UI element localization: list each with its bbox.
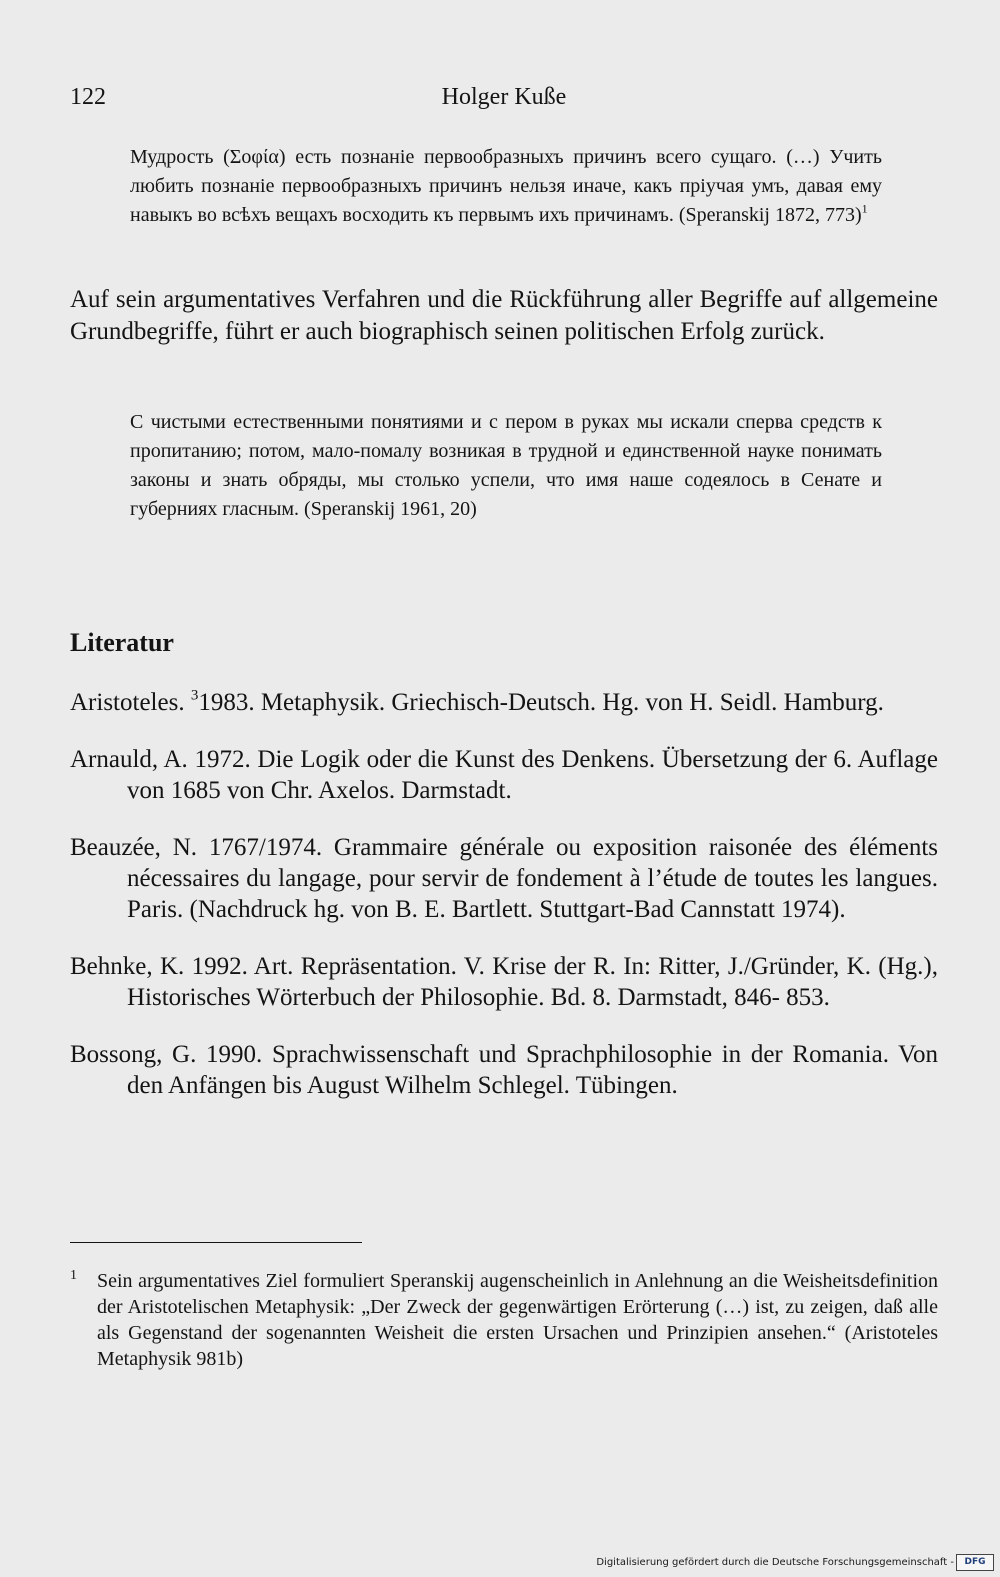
digitization-credit: Digitalisierung gefördert durch die Deutsche Forschungsgemeinschaft -: [596, 1557, 954, 1568]
page-header: [70, 84, 938, 118]
block-quote-russian-1: [130, 143, 882, 230]
reference-entry: [70, 687, 938, 718]
reference-text: Bossong, G. 1990. Sprachwissenschaft und Sprachphilosophie in der Romania. Von den Anfängen bis August Wilhelm Schlegel. Tübingen.: [70, 1041, 938, 1099]
block-quote-text: Мудрость (Σοφία) есть познаніе первообразныхъ причинъ всего сущаго. (…) Учить любить познаніе первообразныхъ причинъ нельзя иначе, какъ пріучая умъ, давая ему навыкъ во всѣхъ вещахъ восходить къ первымъ ихъ причинамъ. (Speranskij 1872, 773): [130, 146, 882, 226]
reference-list: [70, 687, 938, 1127]
reference-text: Arnauld, A. 1972. Die Logik oder die Kunst des Denkens. Übersetzung der 6. Auflage von 1685 von Chr. Axelos. Darmstadt.: [70, 746, 938, 804]
footnote: [70, 1268, 938, 1372]
reference-text: Behnke, K. 1992. Art. Repräsentation. V. Krise der R. In: Ritter, J./Gründer, K. (Hg.), Historisches Wörterbuch der Philosophie. Bd. 8. Darmstadt, 846- 853.: [70, 953, 938, 1011]
body-paragraph: Auf sein argumentatives Verfahren und die Rückführung aller Begriffe auf allgemeine Grundbegriffe, führt er auch biographisch seinen politischen Erfolg zurück.: [70, 286, 938, 345]
page-number: 122: [70, 84, 106, 110]
reference-entry: [70, 1039, 938, 1101]
footnote-number: 1: [70, 1268, 77, 1283]
dfg-logo: DFG: [956, 1554, 994, 1571]
running-head: Holger Kuße: [441, 84, 567, 110]
reference-entry: [70, 832, 938, 925]
reference-text: Beauzée, N. 1767/1974. Grammaire générale ou exposition raisonée des éléments nécessaires du langage, pour servir de fondement à l’étude de toutes les langues. Paris. (Nachdruck hg. von B. E. Bartlett. Stuttgart-Bad Cannstatt 1974).: [70, 834, 938, 923]
literature-heading: Literatur: [70, 628, 174, 657]
reference-entry: [70, 951, 938, 1013]
footnote-reference: 1: [861, 201, 868, 216]
reference-entry: [70, 744, 938, 806]
footnote-text: Sein argumentatives Ziel formuliert Speranskij augenscheinlich in Anlehnung an die Weisheitsdefinition der Aristotelischen Metaphysik: „Der Zweck der gegenwärtigen Erörterung (…) ist, zu zeigen, daß alle als Gegenstand der sogenannten Weisheit die ersten Ursachen und Prinzipien ansehen.“ (Aristoteles Metaphysik 981b): [97, 1270, 938, 1370]
reference-lead: Aristoteles.: [70, 689, 191, 716]
reference-text: 1983. Metaphysik. Griechisch-Deutsch. Hg. von H. Seidl. Hamburg.: [198, 689, 884, 716]
footnote-separator: [70, 1242, 362, 1243]
block-quote-russian-2: С чистыми естественными понятиями и с пером в руках мы искали сперва средств к пропитанию; потом, мало-помалу возникая в трудной и единственной науке понимать законы и знать обряды, мы столько успели, что имя наше содеялось в Сенате и губерниях гласным. (Speranskij 1961, 20): [130, 411, 882, 520]
edition-superscript: 3: [190, 687, 199, 704]
